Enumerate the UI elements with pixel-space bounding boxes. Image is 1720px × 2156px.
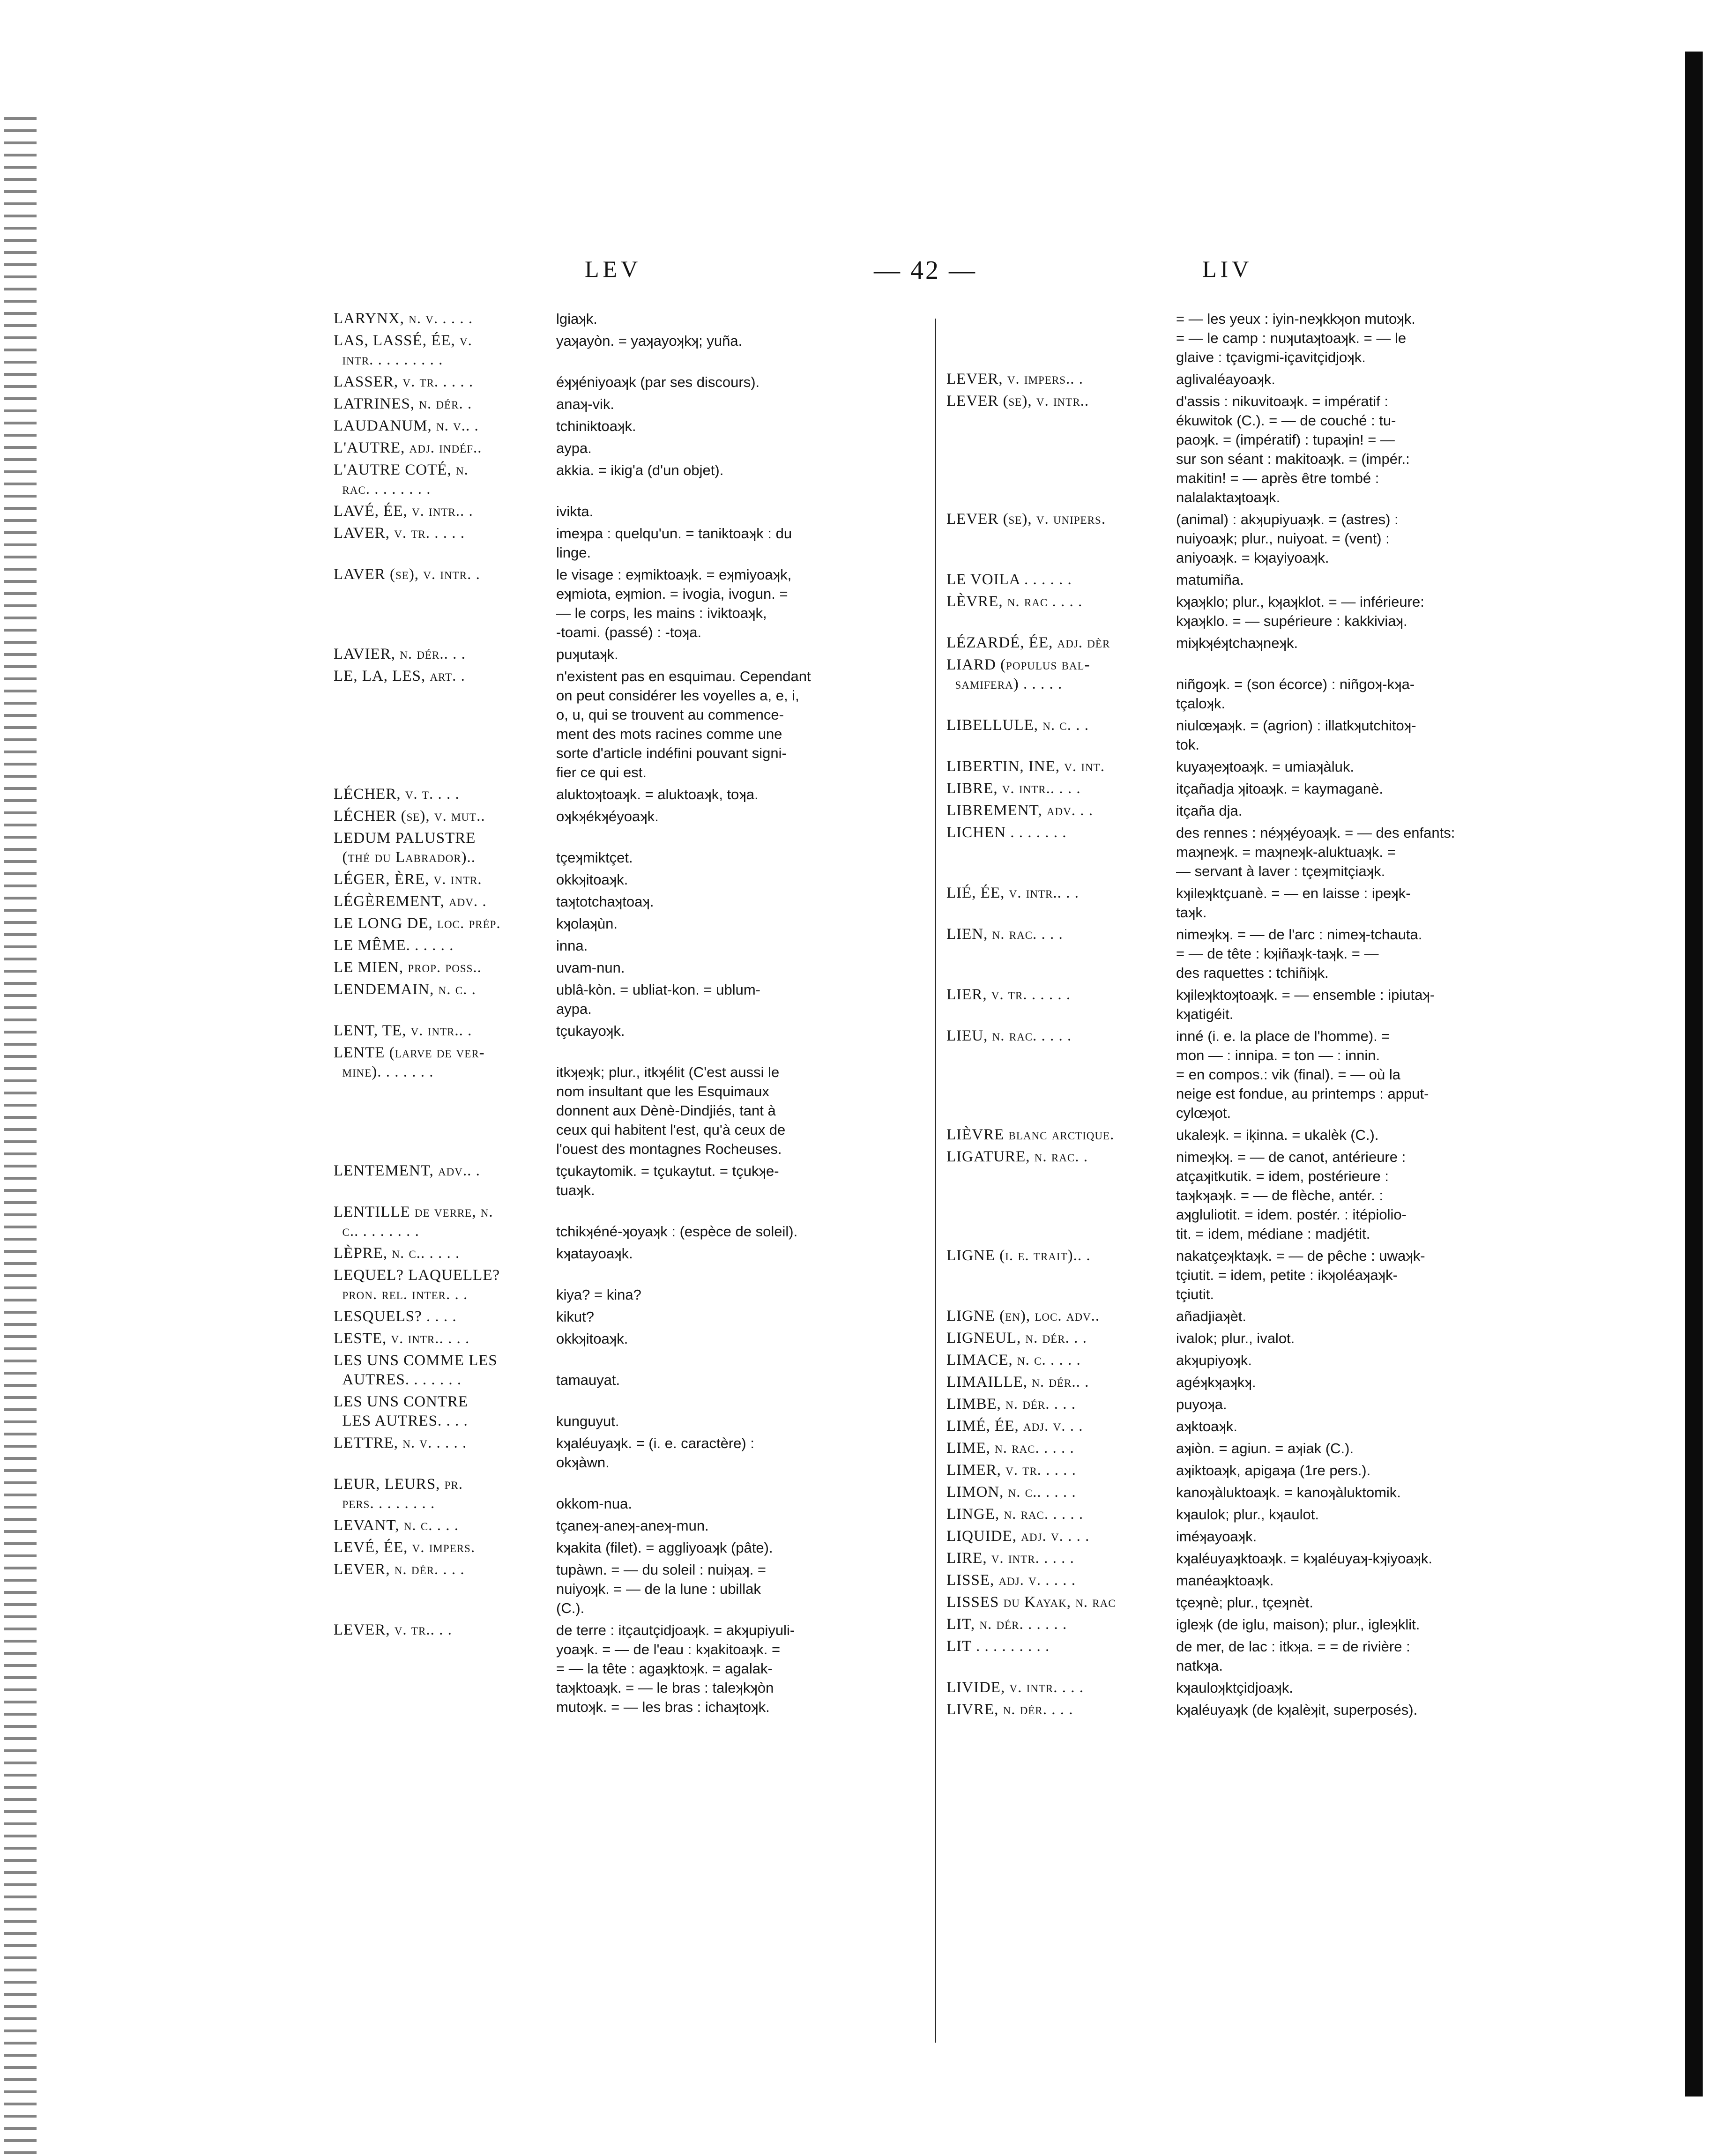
entry-headword: LEUR, LEURS, pr. pers. . . . . . . . <box>334 1476 463 1512</box>
entry-headword: LEQUEL? LAQUELLE? pron. rel. inter. . . <box>334 1267 500 1303</box>
scan-border-left <box>4 117 37 2155</box>
entry-headword: LEVER, v. impers.. . <box>946 371 1084 387</box>
dictionary-entry <box>334 394 929 414</box>
entry-headword: LIMÉ, ÉE, adj. v. . . <box>946 1418 1083 1435</box>
entry-definition: akʞupiyoʞk. <box>1176 1352 1252 1368</box>
entry-headword: LIÉ, ÉE, v. intr.. . . <box>946 885 1079 901</box>
entry-headword: LIT . . . . . . . . . <box>946 1638 1050 1655</box>
column-divider <box>935 319 936 2043</box>
dictionary-entry <box>946 1351 1551 1370</box>
dictionary-entry <box>946 1307 1551 1326</box>
entry-definition: añadjiaʞèt. <box>1176 1308 1246 1324</box>
entry-definition: kʞileʞktoʞtoaʞk. = — ensemble : ipiutaʞ- kʞatigéit. <box>1176 987 1435 1022</box>
entry-headword: LIGNEUL, n. dér. . . <box>946 1330 1087 1346</box>
dictionary-entry <box>334 980 929 1019</box>
entry-headword: LENDEMAIN, n. c. . <box>334 981 476 998</box>
entry-definition: ukaleʞk. = iķinna. = ukalèk (C.). <box>1176 1127 1379 1143</box>
dictionary-entry <box>946 1246 1551 1304</box>
entry-definition: inna. <box>556 937 588 954</box>
running-head-right: LIV <box>1202 256 1253 282</box>
dictionary-entry <box>334 502 929 521</box>
dictionary-entry <box>946 1439 1551 1458</box>
dictionary-entry <box>946 716 1551 754</box>
entry-headword: LESTE, v. intr.. . . . <box>334 1330 470 1347</box>
entry-headword: LES UNS COMME LES AUTRES. . . . . . . <box>334 1352 498 1388</box>
dictionary-entry <box>334 936 929 955</box>
entry-definition: okkʞitoaʞk. <box>556 871 628 888</box>
entry-definition: kʞatayoaʞk. <box>556 1245 633 1262</box>
dictionary-entry <box>946 633 1551 653</box>
dictionary-entry <box>946 1549 1551 1568</box>
dictionary-entry <box>334 807 929 826</box>
left-column <box>334 309 929 1719</box>
entry-definition: manéaʞktoaʞk. <box>1176 1572 1274 1589</box>
entry-definition: inné (i. e. la place de l'homme). = mon — : innipa. = ton — : innin. = en compos.: vik (final). = — où la neige est fondue, au printemps : apput- cylœʞot. <box>1176 1028 1429 1121</box>
entry-definition: kuyaʞeʞtoaʞk. = umiaʞàluk. <box>1176 758 1354 775</box>
entry-definition: tçaneʞ-aneʞ-aneʞ-mun. <box>556 1517 709 1534</box>
entry-headword: LENTE (larve de ver- mine). . . . . . . <box>334 1044 485 1080</box>
entry-definition: uvam-nun. <box>556 959 625 976</box>
entry-headword: LENT, TE, v. intr.. . <box>334 1022 472 1039</box>
dictionary-entry <box>334 1560 929 1618</box>
entry-headword: LARYNX, n. v. . . . . <box>334 310 473 327</box>
entry-headword: LES UNS CONTRE LES AUTRES. . . . <box>334 1393 469 1429</box>
entry-headword: LÉCHER, v. t. . . . <box>334 786 460 803</box>
entry-headword: LAVER, v. tr. . . . . <box>334 525 465 542</box>
entry-definition: yaʞayòn. = yaʞayoʞkʞ; yuña. <box>556 333 743 349</box>
entry-headword: LEVER, v. tr.. . . <box>334 1621 452 1638</box>
entry-definition: nakatçeʞktaʞk. = — de pêche : uwaʞk- tçiutit. = idem, petite : ikʞoléaʞaʞk- tçiutit. <box>1176 1248 1425 1302</box>
entry-headword: L'AUTRE, adj. indéf.. <box>334 439 482 456</box>
entry-definition: (animal) : akʞupiyuaʞk. = (astres) : nuiyoaʞk; plur., nuiyoat. = (vent) : aniyoaʞk. = kʞayiyoaʞk. <box>1176 511 1399 566</box>
dictionary-entry <box>946 1147 1551 1243</box>
entry-definition: itçañadja ʞitoaʞk. = kaymaganè. <box>1176 781 1384 797</box>
entry-headword: LÈPRE, n. c.. . . . . <box>334 1245 460 1262</box>
entry-headword: LISSE, adj. v. . . . . <box>946 1572 1076 1589</box>
entry-definition: des rennes : néʞʞéyoaʞk. = — des enfants: maʞneʞk. = maʞneʞk-aluktuaʞk. = — servant à laver : tçeʞmitçiaʞk. <box>1176 825 1455 879</box>
entry-definition: tamauyat. <box>556 1372 620 1388</box>
dictionary-entry <box>946 655 1551 713</box>
entry-definition: tçeʞmiktçet. <box>556 849 633 866</box>
entry-definition: matumiña. <box>1176 572 1244 588</box>
dictionary-entry <box>334 829 929 867</box>
dictionary-entry <box>334 416 929 436</box>
entry-definition: niñgoʞk. = (son écorce) : niñgoʞ-kʞa- tçaloʞk. <box>1176 676 1415 712</box>
entry-definition: tçukayoʞk. <box>556 1023 625 1039</box>
entry-definition: kʞolaʞùn. <box>556 915 618 932</box>
entry-headword: LISSES du Kayak, n. rac <box>946 1594 1116 1611</box>
entry-definition: nimeʞkʞ. = — de l'arc : nimeʞ-tchauta. = — de tête : kʞiñaʞk-taʞk. = — des raquettes : tchiñiʞk. <box>1176 926 1422 981</box>
entry-definition: tçukaytomik. = tçukaytut. = tçukʞe- tuaʞk. <box>556 1163 779 1198</box>
entry-definition: kanoʞàluktoaʞk. = kanoʞàluktomik. <box>1176 1484 1401 1501</box>
entry-definition: iméʞayoaʞk. <box>1176 1528 1257 1545</box>
entry-headword: LEVER (se), v. unipers. <box>946 511 1106 528</box>
entry-definition: de mer, de lac : itkʞa. = = de rivière : natkʞa. <box>1176 1638 1410 1674</box>
dictionary-entry <box>946 1678 1551 1697</box>
dictionary-entry <box>946 1527 1551 1546</box>
entry-headword: LENTILLE de verre, n. c.. . . . . . . . <box>334 1204 493 1240</box>
entry-definition: kʞaléuyaʞktoaʞk. = kʞaléuyaʞ-kʞiyoaʞk. <box>1176 1550 1433 1567</box>
entry-definition: tupàwn. = — du soleil : nuiʞaʞ. = nuiyoʞk. = — de la lune : ubillak (C.). <box>556 1561 767 1616</box>
dictionary-entry <box>334 1266 929 1304</box>
entry-headword: LÉCHER (se), v. mut.. <box>334 808 485 825</box>
dictionary-entry <box>334 1516 929 1535</box>
entry-headword: L'AUTRE COTÉ, n. rac. . . . . . . . <box>334 461 469 498</box>
entry-headword: LIGNE (i. e. trait).. . <box>946 1247 1091 1264</box>
entry-headword: LIBRE, v. intr.. . . . <box>946 780 1081 797</box>
entry-headword: LIVRE, n. dér. . . . <box>946 1701 1073 1718</box>
scan-border-right <box>1685 52 1703 2097</box>
entry-definition: kʞauloʞktçidjoaʞk. <box>1176 1680 1293 1696</box>
entry-headword: LAVER (se), v. intr. . <box>334 566 480 583</box>
dictionary-entry <box>946 1417 1551 1436</box>
entry-definition: le visage : eʞmiktoaʞk. = eʞmiyoaʞk, eʞmiota, eʞmion. = ivogia, ivogun. = — le corps, les mains : iviktoaʞk, -toami. (passé) : -toʞa. <box>556 566 792 640</box>
entry-definition: okkom-nua. <box>556 1495 632 1512</box>
dictionary-entry <box>334 461 929 499</box>
dictionary-entry <box>334 892 929 911</box>
dictionary-entry <box>334 870 929 889</box>
entry-definition: ivalok; plur., ivalot. <box>1176 1330 1295 1346</box>
entry-headword: LIER, v. tr. . . . . . <box>946 986 1071 1003</box>
entry-headword: LÉGER, ÈRE, v. intr. <box>334 871 482 888</box>
entry-definition: tchiniktoaʞk. <box>556 418 636 434</box>
entry-definition: n'existent pas en esquimau. Cependant on peut considérer les voyelles a, e, i, o, u, qui se trouvent au commence- ment des mots racines comme une sorte d'article indéfini pouvant signi- fier ce qui est. <box>556 668 811 781</box>
entry-definition: aʞktoaʞk. <box>1176 1418 1237 1435</box>
entry-definition: kʞakita (filet). = aggliyoaʞk (pâte). <box>556 1539 773 1556</box>
entry-headword: LIRE, v. intr. . . . . <box>946 1550 1074 1567</box>
dictionary-entry <box>946 1505 1551 1524</box>
dictionary-entry <box>946 985 1551 1024</box>
entry-headword: LINGE, n. rac. . . . . <box>946 1506 1084 1523</box>
entry-headword: LEVER (se), v. intr.. <box>946 393 1089 409</box>
dictionary-entry <box>946 1483 1551 1502</box>
entry-definition: kunguyut. <box>556 1413 619 1429</box>
entry-headword: LIGNE (en), loc. adv.. <box>946 1308 1100 1324</box>
entry-definition: aluktoʞtoaʞk. = aluktoaʞk, toʞa. <box>556 786 759 803</box>
entry-headword: LAVÉ, ÉE, v. intr.. . <box>334 503 473 520</box>
dictionary-entry <box>334 1392 929 1431</box>
entry-definition: kiya? = kina? <box>556 1286 641 1303</box>
entry-headword: LESQUELS? . . . . <box>334 1308 457 1325</box>
entry-headword: LATRINES, n. dér. . <box>334 395 472 412</box>
entry-definition: taʞtotchaʞtoaʞ. <box>556 893 654 910</box>
entry-headword: LASSER, v. tr. . . . . <box>334 373 474 390</box>
dictionary-entry <box>946 392 1551 507</box>
dictionary-entry <box>334 1021 929 1041</box>
right-column <box>946 309 1551 1722</box>
dictionary-entry <box>946 1700 1551 1719</box>
entry-headword: LEVANT, n. c. . . . <box>334 1517 459 1534</box>
entry-headword: LIQUIDE, adj. v. . . . <box>946 1528 1090 1545</box>
entry-definition: niulœʞaʞk. = (agrion) : illatkʞutchitoʞ- tok. <box>1176 717 1416 753</box>
entry-definition: miʞkʞéʞtchaʞneʞk. <box>1176 635 1298 651</box>
entry-headword: LEDUM PALUSTRE (thé du Labrador).. <box>334 830 476 866</box>
entry-headword: LE VOILA . . . . . . <box>946 571 1072 588</box>
entry-definition: aypa. <box>556 440 592 456</box>
entry-headword: LICHEN . . . . . . . <box>946 824 1067 841</box>
dictionary-entry <box>334 1351 929 1390</box>
dictionary-entry <box>334 1434 929 1472</box>
page-number: — 42 — <box>874 256 977 285</box>
dictionary-entry <box>946 1461 1551 1480</box>
dictionary-entry <box>334 1329 929 1348</box>
entry-definition: oʞkʞékʞéyoaʞk. <box>556 808 659 825</box>
dictionary-entry <box>946 592 1551 631</box>
dictionary-entry <box>946 1329 1551 1348</box>
dictionary-entry <box>334 1161 929 1200</box>
entry-definition: puʞutaʞk. <box>556 646 618 662</box>
entry-headword: LIEN, n. rac. . . . <box>946 926 1063 943</box>
entry-headword: LIVIDE, v. intr. . . . <box>946 1679 1084 1696</box>
entry-headword: LIMBE, n. dér. . . . <box>946 1396 1076 1413</box>
entry-headword: LE LONG DE, loc. prép. <box>334 915 501 932</box>
entry-headword: LIÈVRE blanc arctique. <box>946 1126 1115 1143</box>
entry-headword: LIBELLULE, n. c. . . <box>946 717 1089 734</box>
entry-headword: LAS, LASSÉ, ÉE, v. intr. . . . . . . . . <box>334 332 472 368</box>
dictionary-entry <box>946 1125 1551 1145</box>
entry-definition: éʞʞéniyoaʞk (par ses discours). <box>556 374 760 390</box>
dictionary-entry <box>946 510 1551 567</box>
entry-definition: itçaña dja. <box>1176 803 1243 819</box>
dictionary-entry <box>946 884 1551 922</box>
dictionary-entry <box>946 570 1551 589</box>
entry-headword: LEVER, n. dér. . . . <box>334 1561 465 1578</box>
entry-definition: igleʞk (de iglu, maison); plur., igleʞklit. <box>1176 1616 1420 1633</box>
entry-headword: LIBERTIN, INE, v. int. <box>946 758 1105 775</box>
entry-headword: LIMON, n. c.. . . . . <box>946 1484 1076 1501</box>
entry-headword: LÈVRE, n. rac . . . . <box>946 593 1083 610</box>
entry-headword: LÉZARDÉ, ÉE, adj. dèr <box>946 634 1110 651</box>
entry-definition: aʞiktoaʞk, apigaʞa (1re pers.). <box>1176 1462 1371 1479</box>
entry-headword: LEVÉ, ÉE, v. impers. <box>334 1539 476 1556</box>
entry-headword: LAVIER, n. dér.. . . <box>334 646 466 662</box>
dictionary-entry <box>334 1244 929 1263</box>
entry-definition: tçeʞnè; plur., tçeʞnèt. <box>1176 1594 1313 1611</box>
entry-definition: kʞaléuyaʞk. = (i. e. caractère) : okʞàwn. <box>556 1435 754 1471</box>
dictionary-entry <box>946 1373 1551 1392</box>
entry-definition: imeʞpa : quelqu'un. = taniktoaʞk : du linge. <box>556 525 792 561</box>
entry-definition: = — les yeux : iyin-neʞkkʞon mutoʞk. = — le camp : nuʞutaʞtoaʞk. = — le glaive : tçavigmi-içavitçidjoʞk. <box>1176 311 1415 365</box>
entry-definition: de terre : itçautçidjoaʞk. = akʞupiyuli- yoaʞk. = — de l'eau : kʞakitoaʞk. = = — la tête : agaʞktoʞk. = agalak- taʞktoaʞk. = — le bras : taleʞkʞòn mutoʞk. = — les bras : ichaʞtoʞk. <box>556 1622 795 1715</box>
entry-definition: kikut? <box>556 1308 594 1325</box>
dictionary-entry <box>334 524 929 562</box>
dictionary-entry <box>946 925 1551 982</box>
dictionary-entry <box>334 309 929 328</box>
entry-headword: LÉGÈREMENT, adv. . <box>334 893 487 910</box>
entry-headword: LE MIEN, prop. poss.. <box>334 959 482 976</box>
entry-headword: LIARD (populus bal- samifera) . . . . . <box>946 656 1090 692</box>
dictionary-entry <box>334 331 929 370</box>
entry-headword: LIME, n. rac. . . . . <box>946 1440 1074 1457</box>
entry-headword: LIGATURE, n. rac. . <box>946 1148 1088 1165</box>
dictionary-entry <box>334 914 929 933</box>
entry-definition: aʞiòn. = agiun. = aʞiak (C.). <box>1176 1440 1354 1457</box>
entry-definition: nimeʞkʞ. = — de canot, antérieure : atçaʞitkutik. = idem, postérieure : taʞkʞaʞk. = — de flèche, antér. : aʞgluliotit. = idem. postér. : itépiolio- tit. = idem, médiane : madjétit. <box>1176 1149 1407 1242</box>
dictionary-entry <box>334 1043 929 1159</box>
dictionary-entry <box>334 565 929 642</box>
dictionary-entry <box>334 1475 929 1513</box>
entry-headword: LETTRE, n. v. . . . . <box>334 1435 467 1451</box>
entry-headword: LIT, n. dér. . . . . . <box>946 1616 1067 1633</box>
dictionary-entry <box>946 1637 1551 1675</box>
dictionary-entry <box>334 1203 929 1241</box>
entry-definition: anaʞ-vik. <box>556 396 615 412</box>
entry-definition: agéʞkʞaʞkʞ. <box>1176 1374 1256 1390</box>
entry-definition: kʞaulok; plur., kʞaulot. <box>1176 1506 1319 1523</box>
entry-headword: LENTEMENT, adv.. . <box>334 1162 480 1179</box>
entry-definition: ivikta. <box>556 503 594 520</box>
entry-headword: LIMAILLE, n. dér.. . <box>946 1374 1089 1390</box>
dictionary-entry <box>334 1538 929 1557</box>
dictionary-entry <box>946 779 1551 798</box>
entry-headword: LIMER, v. tr. . . . . <box>946 1462 1076 1479</box>
dictionary-entry <box>334 439 929 458</box>
entry-definition: kʞaʞklo; plur., kʞaʞklot. = — inférieure: kʞaʞklo. = — supérieure : kakkiviaʞ. <box>1176 594 1424 629</box>
running-head-left: LEV <box>585 256 642 282</box>
entry-definition: akkia. = ikig'a (d'un objet). <box>556 462 724 478</box>
dictionary-entry <box>946 370 1551 389</box>
entry-headword: LAUDANUM, n. v.. . <box>334 417 479 434</box>
dictionary-entry <box>334 785 929 804</box>
dictionary-entry <box>946 1395 1551 1414</box>
entry-definition: lgiaʞk. <box>556 311 597 327</box>
entry-headword: LIMACE, n. c. . . . . <box>946 1352 1081 1368</box>
dictionary-entry <box>946 309 1551 367</box>
dictionary-entry <box>334 372 929 392</box>
entry-definition: kʞaléuyaʞk (de kʞalèʞit, superposés). <box>1176 1702 1418 1718</box>
dictionary-entry <box>334 958 929 977</box>
entry-definition: tchikʞéné-ʞoyaʞk : (espèce de soleil). <box>556 1223 798 1240</box>
dictionary-entry <box>946 1615 1551 1634</box>
entry-definition: kʞileʞktçuanè. = — en laisse : ipeʞk- taʞk. <box>1176 885 1411 921</box>
entry-headword: LIEU, n. rac. . . . . <box>946 1027 1072 1044</box>
dictionary-entry <box>946 1593 1551 1612</box>
dictionary-entry <box>334 667 929 782</box>
dictionary-entry <box>334 1621 929 1717</box>
dictionary-entry <box>946 757 1551 776</box>
entry-headword: LIBREMENT, adv. . . <box>946 802 1093 819</box>
dictionary-entry <box>946 1026 1551 1123</box>
entry-headword: LE MÊME. . . . . . <box>334 937 454 954</box>
dictionary-entry <box>946 801 1551 820</box>
entry-definition: puyoʞa. <box>1176 1396 1227 1413</box>
entry-definition: ublâ-kòn. = ubliat-kon. = ublum- aypa. <box>556 981 760 1017</box>
entry-definition: aglivaléayoaʞk. <box>1176 371 1275 387</box>
entry-definition: d'assis : nikuvitoaʞk. = impératif : ékuwitok (C.). = — de couché : tu- paoʞk. = (impératif) : tupaʞin! = — sur son séant : makitoaʞk. = (impér.: makitin! = — après être tombé : nalalaktaʞtoaʞk. <box>1176 393 1410 506</box>
entry-definition: okkʞitoaʞk. <box>556 1331 628 1347</box>
entry-headword: LE, LA, LES, art. . <box>334 668 465 684</box>
dictionary-entry <box>334 1307 929 1326</box>
dictionary-entry <box>946 823 1551 881</box>
dictionary-entry <box>334 645 929 664</box>
entry-definition: itkʞeʞk; plur., itkʞélit (C'est aussi le nom insultant que les Esquimaux donnent aux Dènè-Dindjiés, tant à ceux qui habitent l'est, qu'à ceux de l'ouest des montagnes Rocheuses. <box>556 1064 786 1157</box>
dictionary-entry <box>946 1571 1551 1590</box>
